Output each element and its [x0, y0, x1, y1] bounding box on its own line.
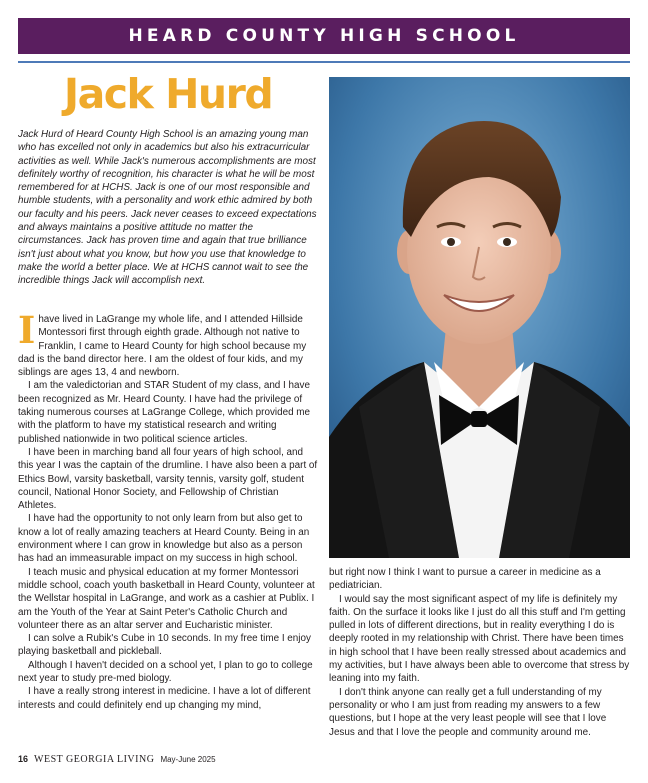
body-paragraph: I have a really strong interest in medicine. I have a lot of different interests and could definitely end up changing my mind,: [18, 686, 311, 711]
issue-date: May-June 2025: [160, 755, 216, 764]
banner-text: HEARD COUNTY HIGH SCHOOL: [128, 26, 520, 46]
body-paragraph: I am the valedictorian and STAR Student of my class, and I have been recognized as Mr. Heard County. I have had the privilege of taking numerous courses at LaGrange College, which provided me with the platform to have my statistical research and writing published nationwide in two political science articles.: [18, 380, 311, 445]
page-footer: [18, 754, 216, 765]
first-paragraph: Ihave lived in LaGrange my whole life, and I attended Hillside Montessori first through eighth grade. Although not native to Franklin, I came to Heard County for high school because my dad is the band director here. I am the oldest of four kids, and my siblings are ages 13, 4 and newborn.: [18, 308, 307, 379]
body-paragraph: but right now I think I want to pursue a career in medicine as a pediatrician.: [329, 567, 601, 592]
body-paragraph: I teach music and physical education at my former Montessori middle school, coach youth basketball in Heard County, volunteer at the Wellstar hospital in LaGrange, and work as a cashier at Publix. I am the Youth of the Year at Saint Peter's Catholic Church and volunteer there as an altar server and Eucharistic minister.: [18, 566, 315, 631]
right-column: [329, 566, 631, 739]
intro-text: Jack Hurd of Heard County High School is an amazing young man who has excelled not only in academics but also his extracurricular activities as well. While Jack's numerous accomplishments are most definitely worthy of recognition, his character is what he will be most remembered for at HCHS. Jack is one of our most responsible and humble students, with a personality and work ethic admired by both our faculty and his peers. Jack never ceases to exceed expectations and always maintains a positive attitude no matter the circumstances. Jack has proven time and again that true brilliance isn't just about what you know, but how you use that knowledge to make the world a better place. We at HCHS cannot wait to see the incredible things Jack will accomplish next.: [18, 129, 317, 287]
magazine-name: WEST GEORGIA LIVING: [34, 754, 155, 765]
article-title: Jack Hurd: [63, 70, 273, 118]
drop-cap: I: [18, 308, 36, 352]
body-paragraph: Although I haven't decided on a school yet, I plan to go to college next year to study pre-med biology.: [18, 659, 313, 685]
body-paragraph: I have been in marching band all four years of high school, and this year I was the captain of the drumline. I have also been a part of Ethics Bowl, varsity basketball, varsity tennis, varsity golf, student council, National Honor Society, and Fellowship of Christian Athletes.: [18, 446, 318, 512]
divider-rule: [18, 61, 630, 63]
portrait-illustration: [329, 77, 630, 558]
body-paragraph: I would say the most significant aspect of my life is definitely my faith. On the surface it looks like I just do all this stuff and I'm getting pulled in lots of different directions, but in reality everything I do is deeply rooted in my relationship with Christ. There have been times in high school that I have been really stressed about academics and my activities, but I have always been able to overcome that stress by leaning into my faith.: [329, 593, 630, 685]
page-number: 16: [18, 754, 29, 764]
body-paragraph: I have had the opportunity to not only learn from but also get to know a lot of really amazing teachers at Heard County. Being in an environment where I can grow in knowledge but also as a person has had an immeasurable impact on my success in high school.: [18, 513, 310, 565]
body-paragraph: I don't think anyone can really get a full understanding of my personality or who I am just from reading my answers to a few questions, but I hope at the very least people will see that I love Jesus and that I love the people and community around me.: [329, 686, 607, 738]
school-banner: [18, 18, 630, 54]
left-column: [18, 308, 318, 712]
portrait-photo: [329, 77, 630, 558]
intro-paragraph: [18, 128, 318, 288]
body-paragraph: I can solve a Rubik's Cube in 10 seconds. In my free time I enjoy playing basketball and pickleball.: [18, 633, 311, 658]
